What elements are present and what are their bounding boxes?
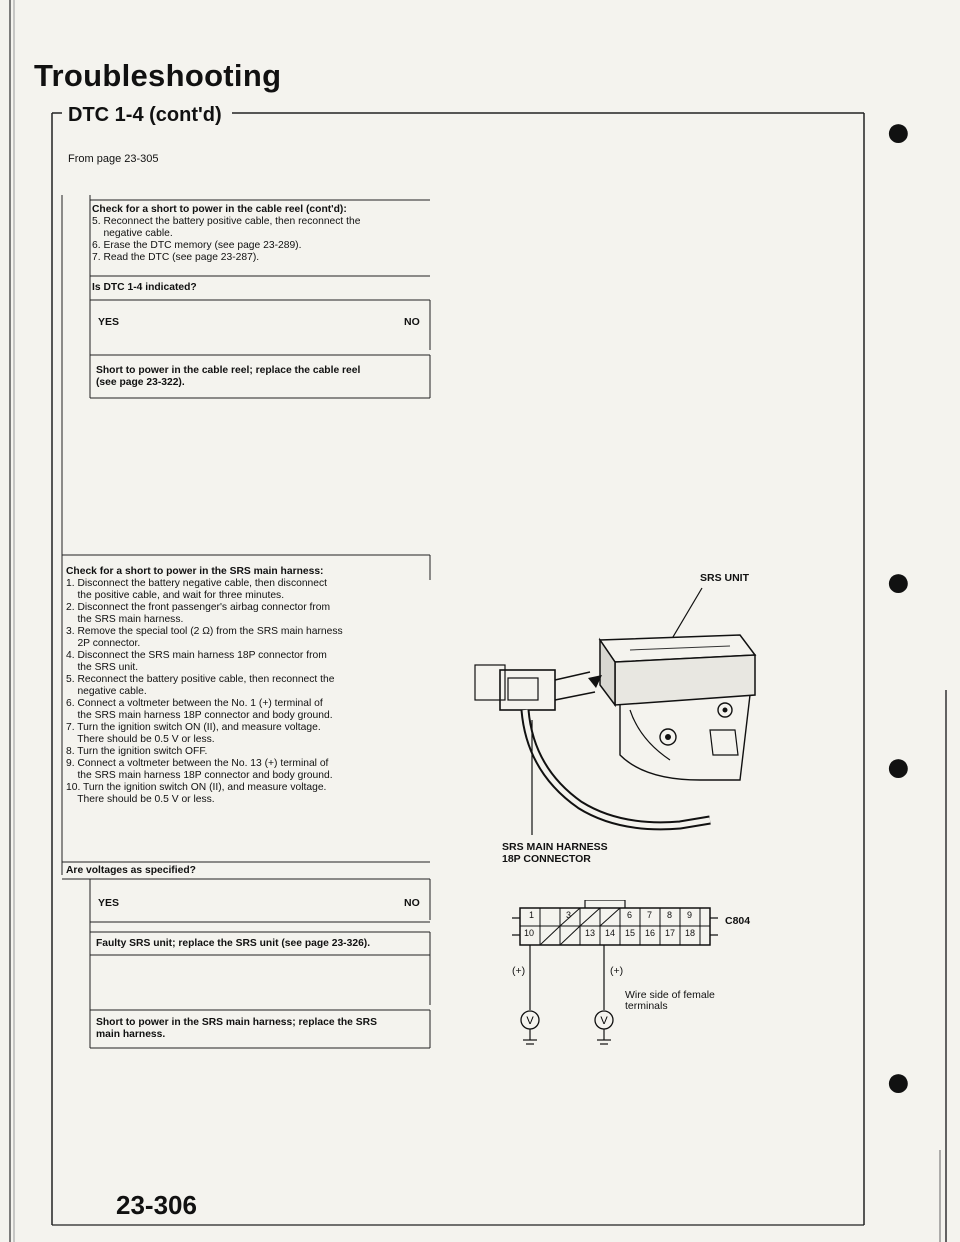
check-block-srs-harness (66, 566, 430, 806)
pin-number: 13 (585, 928, 596, 938)
voltmeter-symbol: V (600, 1015, 608, 1027)
pin-number: 14 (605, 928, 616, 938)
pin-number: 10 (524, 928, 535, 938)
check-step: 3. Remove the special tool (2 Ω) from the SRS main harness (66, 626, 343, 637)
check-step: There should be 0.5 V or less. (66, 794, 215, 805)
pin-number: 7 (647, 910, 653, 920)
harness-label-line: SRS MAIN HARNESS (502, 841, 608, 853)
page-number: 23-306 (116, 1190, 197, 1220)
connector-id: C804 (725, 915, 751, 927)
pin-number: 17 (665, 928, 676, 938)
check-step: 6. Connect a voltmeter between the No. 1 (+) terminal of (66, 698, 323, 709)
result-line: (see page 23-322). (96, 377, 185, 388)
check-step: 2P connector. (66, 638, 141, 649)
check-heading: Check for a short to power in the SRS main harness: (66, 566, 324, 577)
plus-terminal-label: (+) (610, 965, 624, 977)
check-block-cable-reel (92, 204, 432, 264)
pin-number: 8 (667, 910, 673, 920)
srs-unit-label: SRS UNIT (700, 572, 750, 584)
plus-terminal-label: (+) (512, 965, 526, 977)
check-step: 1. Disconnect the battery negative cable, then disconnect (66, 578, 328, 589)
section-subtitle: DTC 1-4 (cont'd) (68, 104, 222, 126)
check-step: 2. Disconnect the front passenger's airbag connector from (66, 602, 331, 613)
check-step: negative cable. (66, 686, 147, 697)
result-replace-srs-harness (96, 1017, 426, 1041)
check-heading: Check for a short to power in the cable reel (cont'd): (92, 204, 347, 215)
check-step: 8. Turn the ignition switch OFF. (66, 746, 208, 757)
pin-number: 3 (566, 910, 572, 920)
registration-mark: ● (885, 557, 912, 606)
pin-number: 16 (645, 928, 656, 938)
page-title: Troubleshooting (34, 58, 282, 93)
check-step: 7. Turn the ignition switch ON (II), and measure voltage. (66, 722, 321, 733)
wire-side-line: Wire side of female (625, 989, 715, 1001)
result-replace-cable-reel (96, 365, 426, 389)
result-line: main harness. (96, 1029, 166, 1040)
harness-label-line: 18P CONNECTOR (502, 853, 591, 865)
check-step: 4. Disconnect the SRS main harness 18P connector from (66, 650, 327, 661)
pin-number: 9 (687, 910, 693, 920)
wire-side-line: terminals (625, 1000, 668, 1012)
check-step: the SRS main harness 18P connector and body ground. (66, 710, 333, 721)
decision-question: Are voltages as specified? (66, 865, 196, 876)
no-label: NO (404, 897, 420, 909)
check-step: 9. Connect a voltmeter between the No. 13 (+) terminal of (66, 758, 329, 769)
srs-unit-illustration (470, 580, 770, 850)
check-step: There should be 0.5 V or less. (66, 734, 215, 745)
registration-mark: ● (885, 742, 912, 791)
from-page-note: From page 23-305 (68, 153, 159, 165)
check-step: the positive cable, and wait for three minutes. (66, 590, 285, 601)
pin-number: 18 (685, 928, 696, 938)
connector-pin-diagram (500, 900, 760, 1050)
pin-row-1 (540, 908, 700, 926)
check-step: 5. Reconnect the battery positive cable, then reconnect the (66, 674, 335, 685)
check-step: 6. Erase the DTC memory (see page 23-289). (92, 240, 302, 251)
yes-label: YES (98, 897, 120, 909)
pin-number: 6 (627, 910, 633, 920)
pin-row-2 (540, 926, 700, 945)
decision-question: Is DTC 1-4 indicated? (92, 282, 197, 293)
registration-mark: ● (885, 1057, 912, 1106)
check-step: the SRS main harness 18P connector and body ground. (66, 770, 333, 781)
result-line: Short to power in the SRS main harness; replace the SRS (96, 1017, 377, 1028)
wire-side-note (625, 990, 715, 1012)
check-step: 10. Turn the ignition switch ON (II), and measure voltage. (66, 782, 327, 793)
check-step: 5. Reconnect the battery positive cable, then reconnect the (92, 216, 361, 227)
no-label: NO (404, 316, 420, 328)
check-step: 7. Read the DTC (see page 23-287). (92, 252, 260, 263)
result-replace-srs-unit: Faulty SRS unit; replace the SRS unit (see page 23-326). (96, 938, 371, 949)
result-line: Short to power in the cable reel; replace the cable reel (96, 365, 361, 376)
check-step: the SRS unit. (66, 662, 139, 673)
pin-number: 1 (529, 910, 535, 920)
pin-number: 15 (625, 928, 636, 938)
registration-mark: ● (885, 107, 912, 156)
harness-label (502, 841, 608, 865)
voltmeter-symbol: V (526, 1015, 534, 1027)
yes-label: YES (98, 316, 120, 328)
check-step: the SRS main harness. (66, 614, 184, 625)
check-step: negative cable. (92, 228, 173, 239)
